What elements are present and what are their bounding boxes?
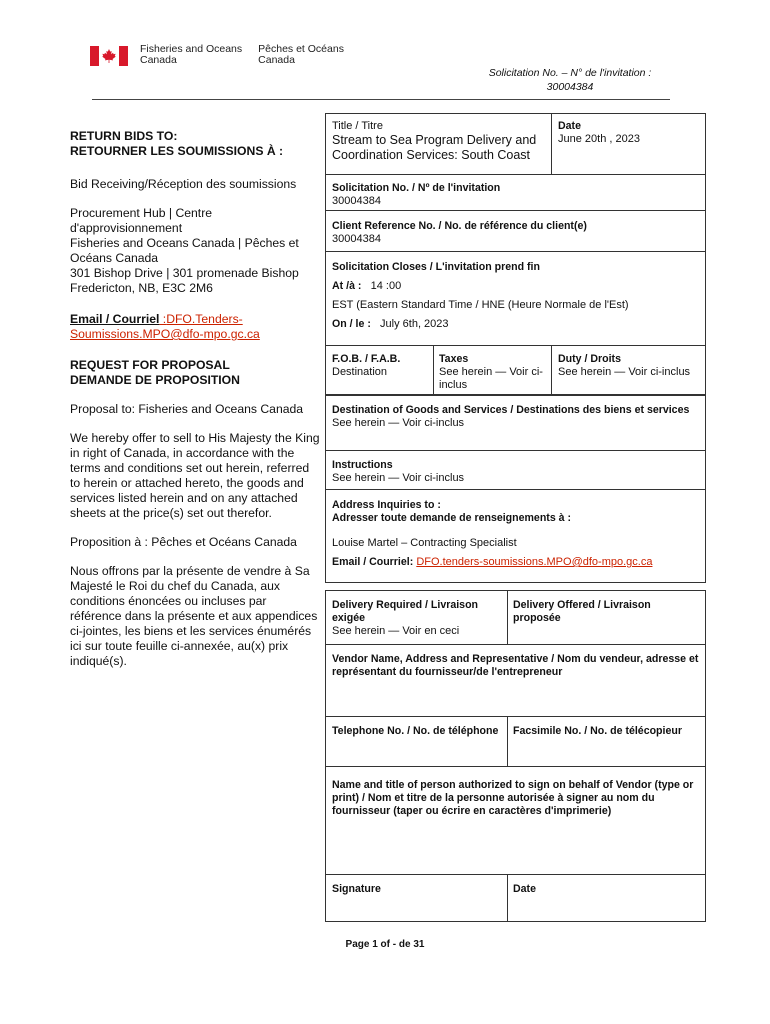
delivery-info-box (325, 395, 706, 583)
delivery-required-cell: Delivery Required / Livraison exigée See herein — Voir en ceci (332, 599, 479, 637)
procurement-address: Procurement Hub | Centre d'approvisionnement Fisheries and Oceans Canada | Pêches et Océans Canada 301 Bishop Drive | 301 promenade Bishop Fredericton, NB, E3C 2M6 (70, 206, 299, 295)
department-name-fr: Pêches et Océans Canada (258, 43, 344, 66)
bid-email-link[interactable]: :DFO.Tenders-Soumissions.MPO@dfo-mpo.gc.ca (70, 312, 260, 341)
telephone-cell[interactable]: Telephone No. / No. de téléphone (332, 725, 499, 737)
vendor-name-cell[interactable]: Vendor Name, Address and Representative / Nom du vendeur, adresse et représentant du fournisseur/de l'entrepreneur (332, 653, 699, 678)
contact-name: Louise Martel – Contracting Specialist (332, 537, 517, 549)
goc-signature (90, 44, 344, 66)
bid-receiving: Bid Receiving/Réception des soumissions (70, 177, 297, 191)
solicitation-closes-cell: Solicitation Closes / L'invitation prend fin At /à : 14 :00 EST (Eastern Standard Time / HNE (Heure Normale de l'Est) On / le : July 6th, 2023 (332, 261, 629, 330)
solicitation-info-box (325, 113, 706, 395)
department-name-en: Fisheries and Oceans Canada (140, 43, 243, 66)
rfp-heading: REQUEST FOR PROPOSAL DEMANDE DE PROPOSITION (70, 358, 240, 387)
date-value: June 20th , 2023 (558, 133, 640, 145)
offer-text-fr: Nous offrons par la présente de vendre à Sa Majesté le Roi du chef du Canada, aux conditions énoncées ou incluses par référence dans la présente et aux appendices ci-jointes, les biens et les services énumérés ici sur toute feuille ci-annexée, au(x) prix indiqué(s). (70, 564, 318, 668)
destination-cell: Destination of Goods and Services / Destinations des biens et services See herein — Voir ci-inclus (332, 404, 690, 429)
date-cell: Date June 20th , 2023 (552, 114, 707, 152)
signature-cell[interactable]: Signature (332, 883, 381, 895)
signature-date-cell[interactable]: Date (513, 883, 536, 895)
offer-text-en: We hereby offer to sell to His Majesty the King in right of Canada, in accordance with the terms and conditions set out herein, referred to herein or attached hereto, the goods and services listed herein and on any attached sheets at the price(s) set out therefor. (70, 431, 320, 520)
page-number: Page 1 of - de 31 (345, 939, 425, 950)
facsimile-cell[interactable]: Facsimile No. / No. de télécopieur (513, 725, 682, 737)
left-column (70, 127, 320, 681)
instructions-cell: Instructions See herein — Voir ci-inclus (332, 459, 465, 484)
delivery-offered-cell: Delivery Offered / Livraison proposée (513, 599, 651, 624)
bid-email: Email / Courriel :DFO.Tenders-Soumissions.MPO@dfo-mpo.gc.ca (70, 312, 260, 341)
fob-cell: F.O.B. / F.A.B. Destination (332, 353, 401, 378)
contact-email-link[interactable]: DFO.tenders-soumissions.MPO@dfo-mpo.gc.ca (416, 556, 653, 568)
client-reference-cell: Client Reference No. / No. de référence du client(e) 30004384 (332, 220, 587, 245)
title-value: Stream to Sea Program Delivery and Coordination Services: South Coast (332, 133, 537, 162)
header-rule (92, 99, 670, 100)
return-bids-heading: RETURN BIDS TO: RETOURNER LES SOUMISSIONS À : (70, 129, 284, 158)
title-cell: Title / Titre Stream to Sea Program Delivery and Coordination Services: South Coast (326, 114, 552, 169)
authorized-person-cell[interactable]: Name and title of person authorized to sign on behalf of Vendor (type or print) / Nom et titre de la personne autorisée à signer au nom du fournisseur (taper ou écrire en caractères d'imprimerie) (332, 779, 694, 817)
inquiries-cell: Address Inquiries to : Adresser toute demande de renseignements à : Louise Martel – Contracting Specialist Email / Courriel: DFO.tenders-soumissions.MPO@dfo-mpo.gc.ca (326, 493, 705, 575)
canada-flag-icon (90, 46, 128, 66)
proposal-to: Proposal to: Fisheries and Oceans Canada (70, 402, 304, 416)
vendor-info-box (325, 590, 706, 922)
taxes-cell: Taxes See herein — Voir ci-inclus (439, 353, 543, 391)
duty-cell: Duty / Droits See herein — Voir ci-inclus (558, 353, 691, 378)
proposition-a: Proposition à : Pêches et Océans Canada (70, 535, 297, 549)
solicitation-no-cell: Solicitation No. / Nº de l'invitation 30004384 (332, 182, 501, 207)
solicitation-header: Solicitation No. – N° de l'invitation : 30004384 (488, 67, 652, 93)
